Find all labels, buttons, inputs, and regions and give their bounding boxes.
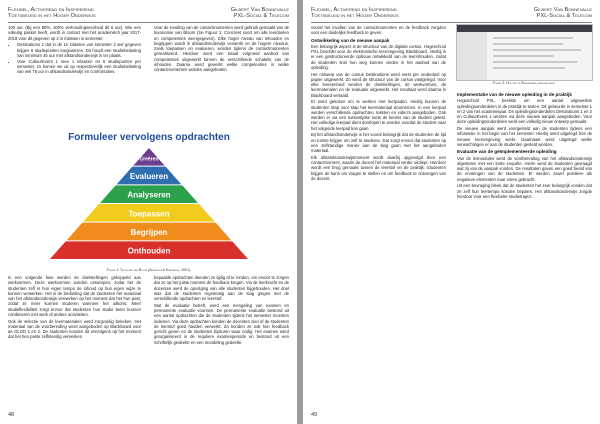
figure-title: Formuleer vervolgens opdrachten xyxy=(68,132,230,143)
paragraph: Het ontwerp van de cursus Destinations werd eerst per onderdeel op papier uitgewerkt. Zo werd de structuur van de cursus vastgelegd. Voor elke leereenheid werden de doelstellingen, de werkvormen, de leermaterialen en de evaluatie uitgewerkt. Het resultaat werd daarna in Blackboard vertaald. xyxy=(311,71,446,98)
page-number-right: 49 xyxy=(311,412,318,418)
left-page-column-2-top xyxy=(154,25,289,123)
page-number-left: 48 xyxy=(8,412,15,418)
list-item: • Destinations 2 dat in de 1e inlassen van semester 2 wel gegeven krijgen 6 studiepunten toegewezen. Dit houdt een studiebelasting van minimum 45 uur met afstandsonderwijs in ter plaats. xyxy=(17,42,141,58)
left-page xyxy=(0,0,297,424)
section-heading: Implementatie van de nieuwe opleiding in de praktijk xyxy=(457,92,572,97)
list-item: • Voor CultuurEvent 1 mee 1 inlassen en 6 studiepunten per semester, zo komen we uit op respectievelijk een studiebelasting van wel 75 uur in afstandsonderwijs en confrontaties. xyxy=(17,59,141,75)
running-header-left: Flexibel, Activerend en Inspirerend Toetsbeleid in het Hoger Onderwijs xyxy=(311,7,399,20)
paragraph: 100 uur. (Bij een 80%, 100% verhoudingseenheid dit 5 uur). Wie een volledig pakket heeft, wordt in contact met het academisch jaar 2017-2018 voor dit gegeven op 2 in inlassen in semester. xyxy=(8,25,141,41)
paragraph: In een volgende fase werden de doelstellingen gekoppeld aan werkvormen. Deze werkvormen worden ontworpen, zodat het de studenten zelf in hun eigen tempo de inhoud op hun eigen wijze te kunnen verwerken. Het is de bedoeling dat de studenten het materiaal van het afstandsonderwijs verwerken op het moment dat het hun past, zodat ze meer kunnen studeren wanneer het uitkomt. Meer studieflexibiliteit zorgt ervoor dat studenten hun studie beter kunnen combineren met werk of andere activiteiten. xyxy=(8,275,141,317)
section-heading: Evaluatie van de geïmplementeerde opleiding xyxy=(457,149,557,155)
pyramid-level-label: Toepassen xyxy=(128,209,170,219)
screenshot-topbar xyxy=(457,25,592,32)
running-header-left: Flexibel, Activerend en Inspirerend Toetsbeleid in het Hoger Onderwijs xyxy=(8,7,96,20)
paragraph: Er werd gekozen om te werken met leerpaden. Hierbij kunnen de studenten stap voor stap het leermateriaal doornemen. In een leerpad werden verschillende opdrachten, teksten en video's aangeboden. Ook werden er via een tussentijdse toets de kennis van de student getest. Het volledige leerpad dient doorlopen te worden voordat de student naar het volgende leerpad kan gaan. xyxy=(311,99,446,131)
paragraph: Uit een bevraging bleek dat de studenten het zeer belangrijk vonden dat ze zelf hun leertempo konden bepalen. Het afstandsonderwijs zorgde hierdoor voor een flexibeler studietraject. xyxy=(457,183,592,199)
paragraph: bepaalde opdrachten dienden ze tijdig af te ronden, om ervoor te zorgen dat ze op het juiste moment de feedback kregen. Via de leerkracht en de docenten werd de opvolging van alle studenten bijgehouden. Het doel was dat de studenten regelmatig aan de slag gingen met de verschillende opdrachten en leerstof. xyxy=(154,275,289,301)
bullet-list xyxy=(8,42,141,74)
paragraph: De nieuwe aanpak werd voorgesteld aan de studenten tijdens een infosessie in het begin van het semester. Hierbij werd uitgelegd hoe de nieuwe leeromgeving werkt. Daarnaast werd uitgelegd welke verwachtingen er aan de studenten gesteld worden. xyxy=(457,126,592,147)
right-page xyxy=(303,0,600,424)
section-heading: Ontwikkeling van de nieuwe aanpak xyxy=(311,37,390,43)
pyramid-level-label: Creëren xyxy=(139,156,159,163)
running-header-right: Gilbert Van Bonnevalle PXL-Social & Telecom xyxy=(533,7,592,20)
paragraph: Ook de selectie van de leermaterialen werd zorgvuldig bekeken. Het materiaal van de voorbereiding werd aangeboden op Blackboard voor de OLOD 1 en 2. De studenten konden dit vervolgens op het moment dat het hen paste zelfstandig verwerken. xyxy=(8,318,141,340)
paragraph: Bij het afstandsonderwijs is het vooral belangrijk dat de studenten de tijd en ruimte krijgen om zelf te studeren. Dat zorgt ervoor dat studenten op een zelfstandige manier aan de slag gaan met het aangeboden materiaal. xyxy=(311,132,446,154)
figure-caption: Figuur 1: Taxonomie van Bloom (Anderson & Krathwohl, 2001) xyxy=(106,268,191,272)
left-page-column-1-bottom xyxy=(8,275,141,407)
running-header-right: Gilbert Van Bonnevalle PXL-Social & Telecom xyxy=(230,7,289,20)
pyramid-level-label: Evalueren xyxy=(129,172,169,181)
pyramid-level-label: Onthouden xyxy=(127,246,171,256)
bloom-pyramid xyxy=(24,126,274,266)
pyramid-level-label: Analyseren xyxy=(127,190,171,200)
paragraph: Hogeschool PXL besliste om een aantal uitgewerkte opleidingsonderdelen in de praktijk te testen. Dit gebeurde in semester 1 en 2 van het academiejaar. De opleidingsonderdelen Destinations 1 en 2 en CultuurEvent 1 werden via deze nieuwe aanpak aangeboden. Voor deze opleidingsonderdelen werd een volledig nieuw ontwerp gemaakt. xyxy=(457,98,592,125)
pyramid-level-label: Begrijpen xyxy=(130,228,168,237)
bloom-taxonomy-figure xyxy=(24,126,274,266)
paragraph: vooraf het invullen van de contactmomenten en de feedback zorgden voor een duidelijke feedback te geven. xyxy=(311,25,446,36)
blackboard-screenshot xyxy=(456,24,593,81)
paragraph: Van de lesmodules werd de voorbereiding van het afstandsonderwijs afgesloten met een korte enquête. Hierin werd de studenten gevraagd wat zij van de aanpak vonden. De resultaten gaven een goed beeld van de ervaringen van de studenten. Er werden zowel positieve als negatieve elementen naar voren gebracht. xyxy=(457,155,592,182)
right-page-column-1 xyxy=(311,25,446,409)
left-page-column-1-top xyxy=(8,25,141,123)
right-page-column-2 xyxy=(457,90,592,409)
paragraph: Wat de evaluatie betreft, werd een mengeling van examen en permanente evaluatie voorzien. De permanente evaluatie bestond uit een aantal opdrachten die de studenten tijdens het semester moesten indienen. Via deze opdrachten konden de docenten zien of de studenten de leerstof goed hadden verwerkt. Zo konden ze ook hun feedback gericht geven en de studenten bijsturen waar nodig. Het examen werd georganiseerd in de reguliere examenperiode en bestond uit een schriftelijk gedeelte en een mondeling gedeelte. xyxy=(154,302,289,345)
left-page-column-2-bottom xyxy=(154,275,289,407)
paragraph: Voor de invulling van de contactmomenten werd gebruik gemaakt van de taxonomie van Bloom (zie Figuur 1: Concreet soort om alle leerdoelen en competenties weergegeven). Elke hoger niveau van inhouden en begrippen wordt in afstandsonderwijs verwerkt en de hogere niveaus, zoals toepassen en evalueren, worden tijdens de contactmomenten gerealiseerd. Hierdoor werd een totaal volgroeid aanbod van competenties uitgewerkt binnen de verschillende schakels van de inhouden. Daarna werd gewerkt welke competenties in welke contactmomenten worden aangeboden. xyxy=(154,25,290,72)
paragraph: Een belangrijk aspect is de structuur van de digitale cursus. Hogeschool PXL beschikt voor de elektronische leeromgeving Blackboard. Hierbij is er een gestructureerde opbouw ontwikkeld van de leerinhouden, zodat de studenten snel hun weg kunnen vinden in het aanbod van de opleiding. xyxy=(311,43,446,70)
screenshot-sidebar xyxy=(457,32,487,80)
paragraph: Elk afstandsonderwijsmoment wordt daarbij opgevolgd door een contactmoment, waarin de docent het materiaal verder uitdiept. Hierdoor wordt een brug gemaakt tussen de leerstof en de praktijk. Studenten krijgen de kans om vragen te stellen en om feedback te ontvangen van de docent. xyxy=(311,154,446,181)
screenshot-caption: Figuur 2: Hoe ziet de Blackboard-omgeving eruit xyxy=(492,81,556,85)
header-rule xyxy=(311,22,592,23)
header-rule xyxy=(8,22,289,23)
